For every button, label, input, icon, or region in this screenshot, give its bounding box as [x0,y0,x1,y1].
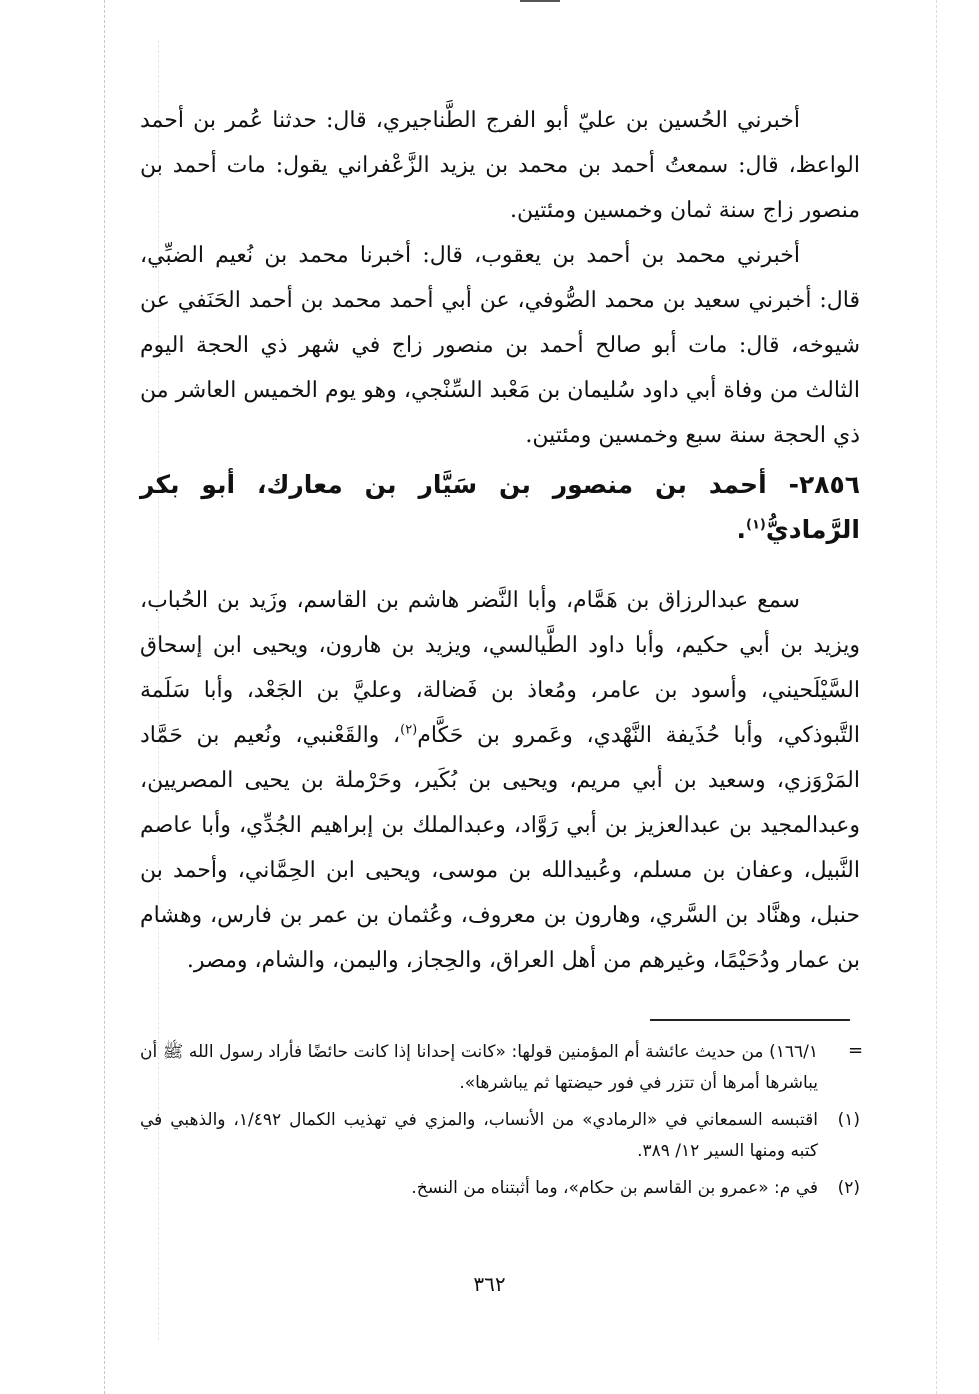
footnote-continuation-symbol: = [848,1040,864,1061]
footnote-separator [650,1019,850,1021]
scan-margin-line [936,0,937,1394]
footnote-mark: (١) [837,1110,860,1130]
paragraph-narration-1: أخبرني الحُسين بن عليّ أبو الفرج الطَّناجيري، قال: حدثنا عُمر بن أحمد الواعظ، قال: سمعتُ أحمد بن محمد بن يزيد الزَّعْفراني يقول: مات أحمد بن منصور زاج سنة ثمان وخمسين ومئتين. [140,108,860,223]
footnote-2 [140,1173,860,1204]
footnote-text: اقتبسه السمعاني في «الرمادي» من الأنساب، والمزي في تهذيب الكمال ١/٤٩٢، والذهبي في كتبه ومنها السير ١٢/ ٣٨٩. [140,1110,818,1161]
footnote-mark-spacer [818,1037,860,1099]
footnote-ref-2: (٢) [400,722,418,738]
paragraph-narration-2: أخبرني محمد بن أحمد بن يعقوب، قال: أخبرنا محمد بن نُعيم الضبِّي، قال: أخبرني سعيد بن محمد الصُّوفي، عن أبي أحمد محمد بن أحمد الحَنَفي عن شيوخه، قال: مات أبو صالح أحمد بن منصور زاج في شهر ذي الحجة اليوم الثالث من وفاة أبي داود سُليمان بن مَعْبد السِّنْجي، وهو يوم الخميس العاشر من ذي الحجة سنة سبع وخمسين ومئتين. [140,243,860,448]
page-number: ٣٦٢ [473,1272,506,1296]
paragraph-teachers-part1: سمع عبدالرزاق بن هَمَّام، وأبا النَّضر هاشم بن القاسم، وزَيد بن الحُباب، ويزيد بن أبي حكيم، وأبا داود الطَّيالسي، ويزيد بن هارون، ويحيى ابن إسحاق السَّيْلَحيني، وأسود بن عامر، ومُعاذ بن فَضالة، وعليَّ بن الجَعْد، وأبا سَلَمة التَّبوذكي، وأبا حُذَيفة النَّهْدي، وعَمرو بن حَكَّام [140,588,860,748]
footnote-continuation [140,1037,860,1099]
scan-margin-line [104,0,105,1394]
footnote-continuation-text: ١٦٦/١) من حديث عائشة أم المؤمنين قولها: «كانت إحدانا إذا كانت حائضًا فأراد رسول الله ﷺ أن يباشرها أمرها أن تتزر في فور حيضتها ثم يباشرها». [140,1042,818,1093]
footnote-ref-1: (١) [746,517,766,533]
footnotes [140,1037,860,1210]
paragraph-teachers-part2: ، والقَعْنبي، ونُعيم بن حَمَّاد المَرْوَزي، وسعيد بن أبي مريم، ويحيى بن بُكَير، وحَرْملة بن يحيى المصريين، وعبدالمجيد بن عبدالعزيز بن أبي رَوَّاد، وعبدالملك بن إبراهيم الجُدِّي، وأبا عاصم النَّبيل، وعفان بن مسلم، وعُبيدالله بن موسى، ويحيى ابن الحِمَّاني، وأحمد بن حنبل، وهنَّاد بن السَّري، وهارون بن معروف، وعُثمان بن عمر بن فارس، وهشام بن عمار ودُحَيْمًا، وغيرهم من أهل العراق، والحِجاز، واليمن، والشام، ومصر. [140,723,860,973]
heading-text: ٢٨٥٦- أحمد بن منصور بن سَيَّار بن معارك، أبو بكر الرَّماديُّ [140,470,860,544]
biography-heading: ٢٨٥٦- أحمد بن منصور بن سَيَّار بن معارك، أبو بكر الرَّماديُّ$^{(١)}$. [140,470,860,544]
footnote-1 [140,1105,860,1167]
paragraph-teachers [140,578,860,983]
footnote-mark: (٢) [837,1178,860,1198]
top-edge-mark [520,0,560,2]
footnote-text: في م: «عمرو بن القاسم بن حكام»، وما أثبتناه من النسخ. [411,1178,818,1198]
